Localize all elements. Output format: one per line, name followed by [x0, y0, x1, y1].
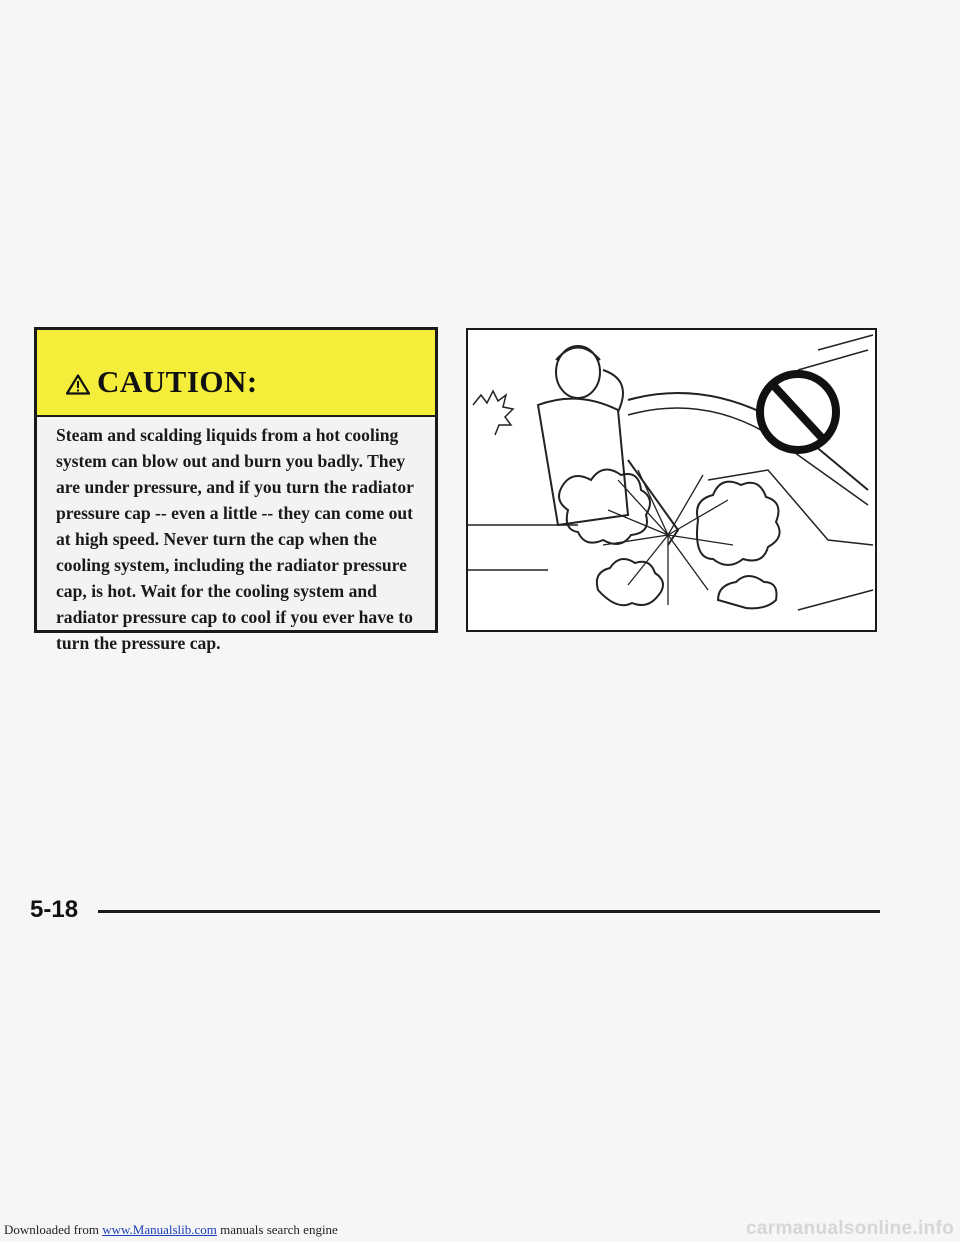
- caution-header: [37, 330, 435, 417]
- footer-suffix: manuals search engine: [216, 1222, 338, 1237]
- manualslib-link[interactable]: www.Manualslib.com: [102, 1222, 217, 1237]
- illustration-steam-warning: [466, 328, 877, 632]
- download-footer: [4, 1222, 338, 1238]
- caution-text: Steam and scalding liquids from a hot cooling system can blow out and burn you badly. They are under pressure, and if you turn the radiator pressure cap -- even a little -- they can come out at high speed. Never turn the cap when the cooling system, including the radiator pressure cap, is hot. Wait for the cooling system and radiator pressure cap to cool if you ever have to turn the pressure cap.: [56, 425, 414, 653]
- footer-rule: [98, 910, 880, 913]
- footer-prefix: Downloaded from: [4, 1222, 103, 1237]
- page-number: 5-18: [30, 896, 79, 923]
- steam-burn-illustration: [468, 330, 875, 630]
- watermark: carmanualsonline.info: [746, 1218, 954, 1239]
- caution-box: [34, 327, 438, 653]
- caution-title: CAUTION:: [97, 364, 258, 399]
- warning-triangle-icon: [66, 374, 90, 395]
